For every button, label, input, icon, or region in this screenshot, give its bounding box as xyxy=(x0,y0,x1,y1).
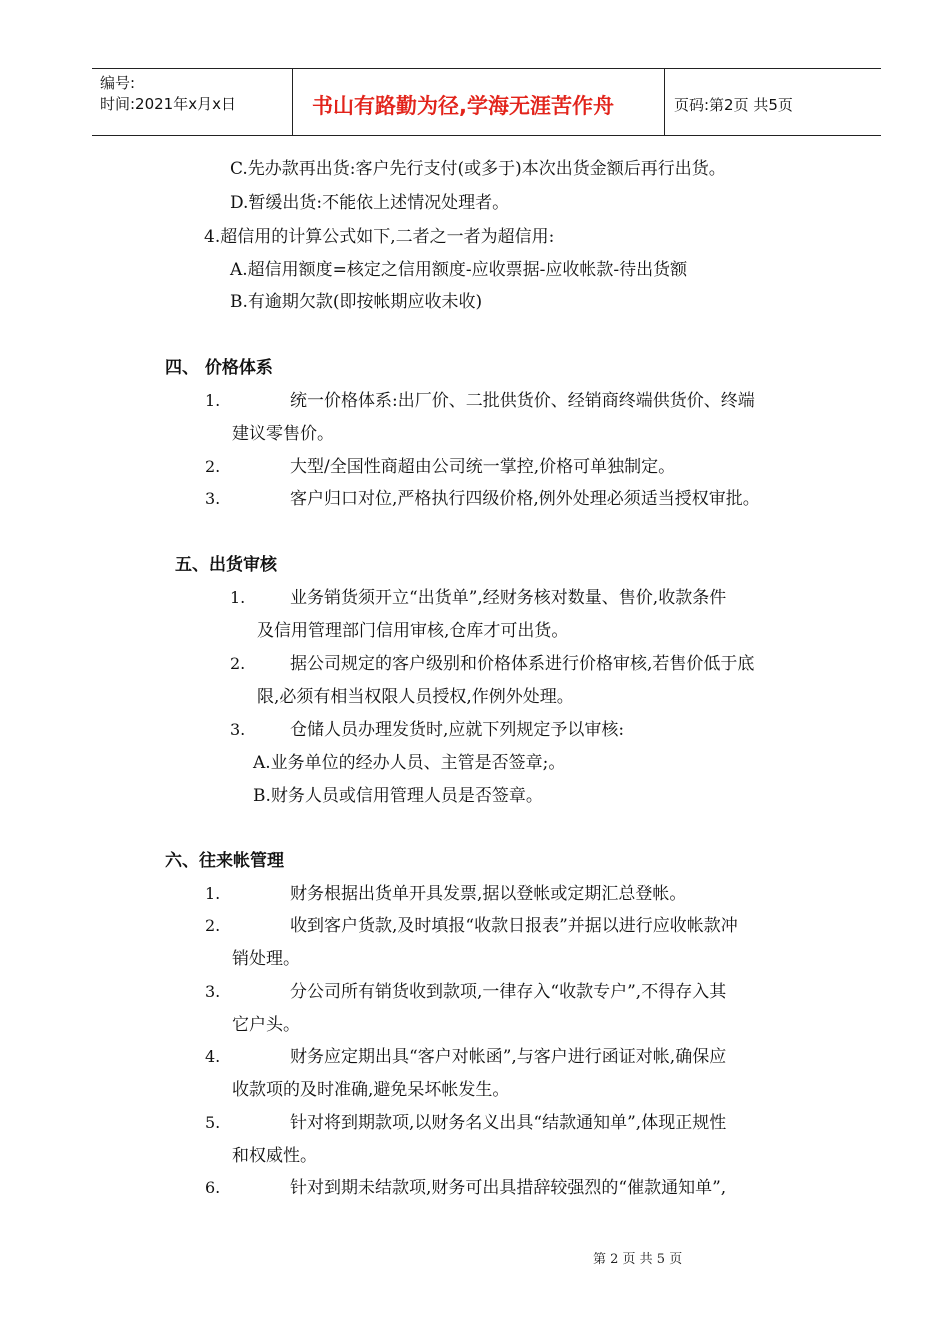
page-footer: 第 2 页 共 5 页 xyxy=(593,1252,683,1267)
paragraph-line: B.有逾期欠款(即按帐期应收未收) xyxy=(230,292,483,312)
paragraph-line: D.暂缓出货:不能依上述情况处理者。 xyxy=(230,193,510,213)
list-number: 2. xyxy=(230,654,246,673)
list-number: 1. xyxy=(205,391,221,410)
motto: 书山有路勤为径,学海无涯苦作舟 xyxy=(312,94,614,118)
section-heading: 五、出货审核 xyxy=(175,555,277,575)
list-number: 4. xyxy=(205,1047,221,1066)
sub-item: A.业务单位的经办人员、主管是否签章;。 xyxy=(253,753,566,773)
list-item: 据公司规定的客户级别和价格体系进行价格审核,若售价低于底 xyxy=(290,654,755,674)
list-item: 仓储人员办理发货时,应就下列规定予以审核: xyxy=(290,720,625,740)
paragraph-line: A.超信用额度=核定之信用额度-应收票据-应收帐款-待出货额 xyxy=(230,260,688,280)
list-number: 1. xyxy=(230,588,246,607)
section-heading: 四、 价格体系 xyxy=(165,358,273,378)
list-item-continuation: 销处理。 xyxy=(232,949,300,969)
list-number: 5. xyxy=(205,1113,221,1132)
list-item-continuation: 收款项的及时准确,避免呆坏帐发生。 xyxy=(232,1080,510,1100)
list-item: 收到客户货款,及时填报“收款日报表”并据以进行应收帐款冲 xyxy=(290,916,738,936)
list-item-continuation: 它户头。 xyxy=(232,1015,300,1035)
page-label: 页码:第2页 共5页 xyxy=(674,96,793,114)
list-number: 2. xyxy=(205,916,221,935)
header-divider xyxy=(292,69,293,135)
list-item: 客户归口对位,严格执行四级价格,例外处理必须适当授权审批。 xyxy=(290,489,760,509)
time-label: 时间:2021年x月x日 xyxy=(100,95,236,113)
list-number: 1. xyxy=(205,884,221,903)
list-item-continuation: 建议零售价。 xyxy=(232,424,334,444)
list-item: 针对到期未结款项,财务可出具措辞较强烈的“催款通知单”, xyxy=(290,1178,727,1198)
list-item: 分公司所有销货收到款项,一律存入“收款专户”,不得存入其 xyxy=(290,982,727,1002)
list-item: 统一价格体系:出厂价、二批供货价、经销商终端供货价、终端 xyxy=(290,391,755,411)
list-item: 财务根据出货单开具发票,据以登帐或定期汇总登帐。 xyxy=(290,884,687,904)
sub-item: B.财务人员或信用管理人员是否签章。 xyxy=(253,786,543,806)
paragraph-line: 4.超信用的计算公式如下,二者之一者为超信用: xyxy=(204,227,555,247)
list-number: 6. xyxy=(205,1178,221,1197)
list-number: 3. xyxy=(205,982,221,1001)
list-item: 财务应定期出具“客户对帐函”,与客户进行函证对帐,确保应 xyxy=(290,1047,727,1067)
list-item: 业务销货须开立“出货单”,经财务核对数量、售价,收款条件 xyxy=(290,588,727,608)
list-item-continuation: 和权威性。 xyxy=(232,1146,317,1166)
section-heading: 六、往来帐管理 xyxy=(165,851,284,871)
list-number: 3. xyxy=(205,489,221,508)
list-number: 2. xyxy=(205,457,221,476)
code-label: 编号: xyxy=(100,74,136,92)
list-number: 3. xyxy=(230,720,246,739)
list-item: 大型/全国性商超由公司统一掌控,价格可单独制定。 xyxy=(290,457,676,477)
list-item-continuation: 限,必须有相当权限人员授权,作例外处理。 xyxy=(257,687,574,707)
paragraph-line: C.先办款再出货:客户先行支付(或多于)本次出货金额后再行出货。 xyxy=(230,159,726,179)
list-item: 针对将到期款项,以财务名义出具“结款通知单”,体现正规性 xyxy=(290,1113,727,1133)
list-item-continuation: 及信用管理部门信用审核,仓库才可出货。 xyxy=(257,621,569,641)
header-divider xyxy=(664,69,665,135)
